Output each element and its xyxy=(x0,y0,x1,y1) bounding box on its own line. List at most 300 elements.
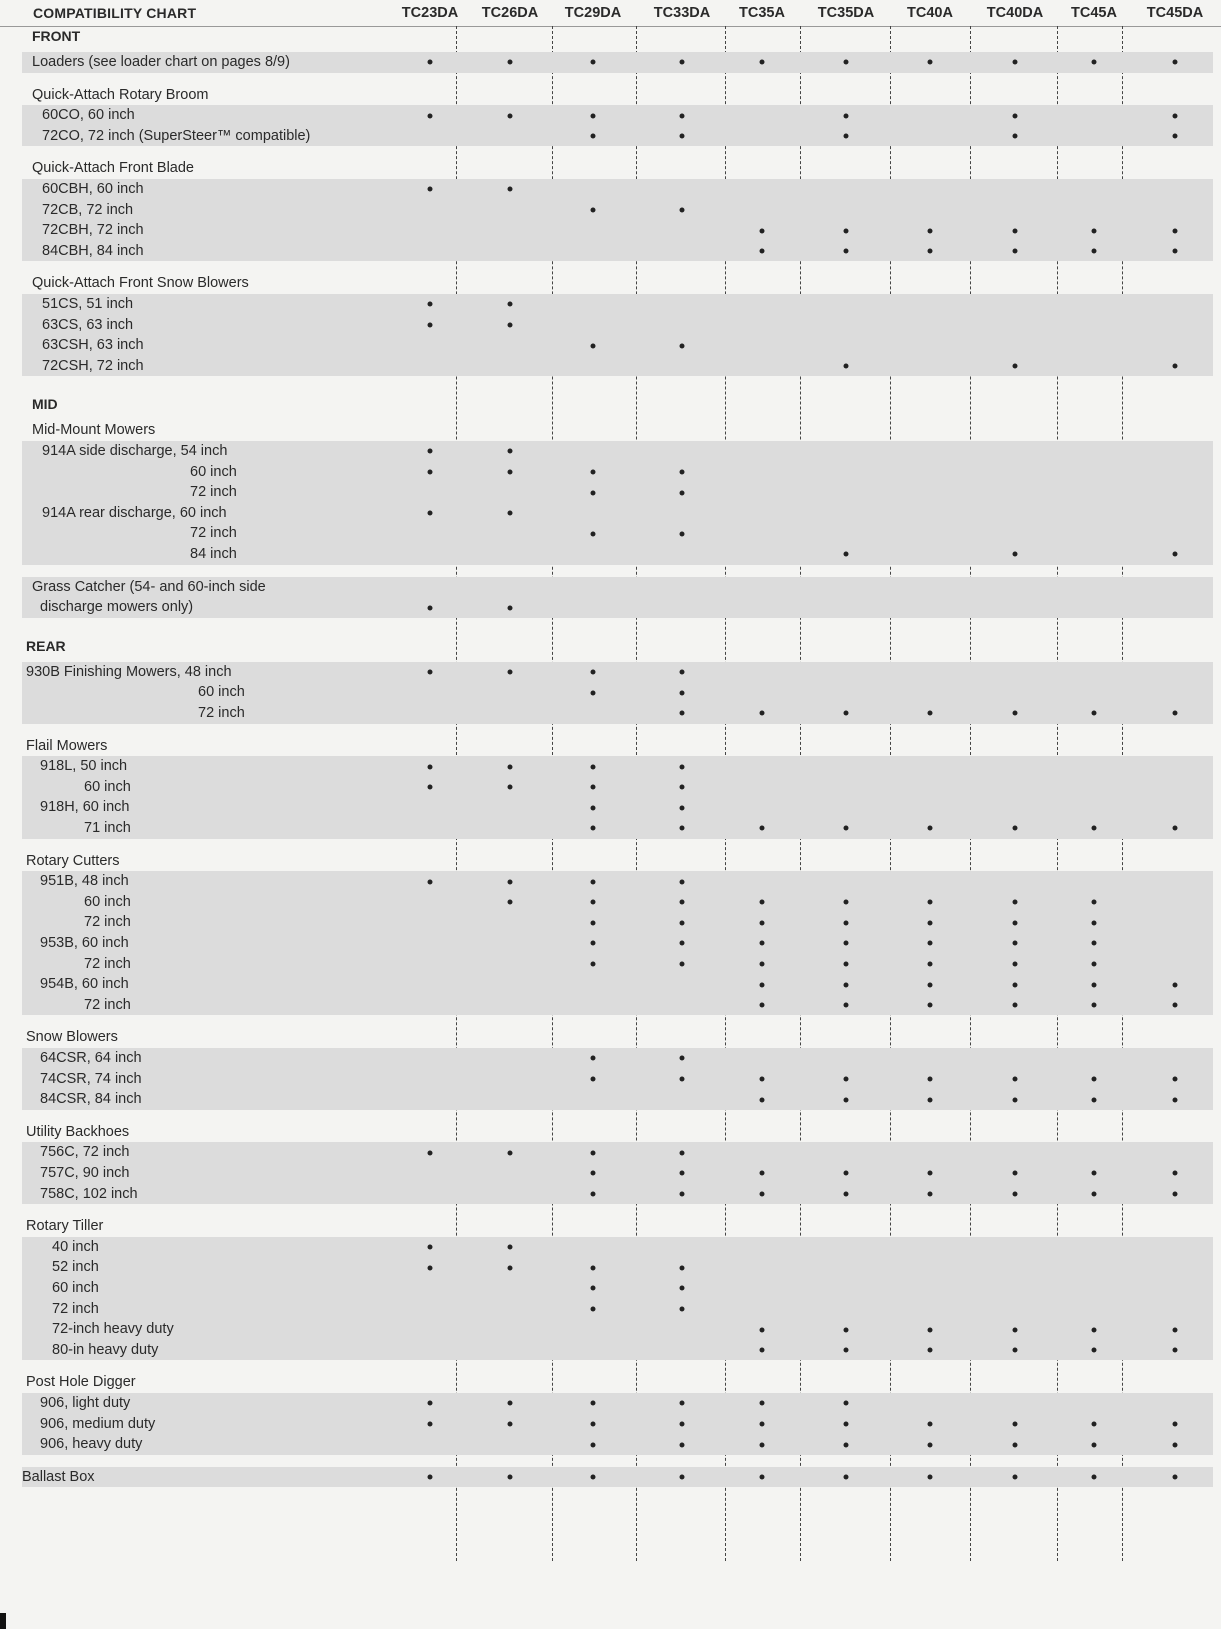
compat-dot xyxy=(428,764,433,769)
compat-dot xyxy=(1173,228,1178,233)
row-label: 51CS, 51 inch xyxy=(42,296,134,312)
compat-dot xyxy=(508,1401,513,1406)
group-title: Post Hole Digger xyxy=(26,1374,136,1391)
compat-dot xyxy=(1092,1421,1097,1426)
compat-dot xyxy=(1013,552,1018,557)
row-label: 74CSR, 74 inch xyxy=(40,1070,142,1087)
compat-dot xyxy=(1013,900,1018,905)
compat-dot xyxy=(928,1076,933,1081)
row-band xyxy=(22,1393,1213,1455)
compat-dot xyxy=(760,60,765,65)
row-label: 72 inch xyxy=(52,1300,99,1317)
compat-dot xyxy=(1013,1097,1018,1102)
section-title: FRONT xyxy=(32,28,81,44)
compat-dot xyxy=(1092,1348,1097,1353)
column-header: TC45A xyxy=(1071,5,1117,21)
row-label: 84CBH, 84 inch xyxy=(42,242,144,259)
compat-dot xyxy=(680,1191,685,1196)
compat-dot xyxy=(844,1475,849,1480)
compat-dot xyxy=(680,343,685,348)
compat-dot xyxy=(428,1421,433,1426)
row-label: 60CO, 60 inch xyxy=(42,107,135,124)
compat-dot xyxy=(591,343,596,348)
compat-dot xyxy=(591,670,596,675)
compat-dot xyxy=(591,134,596,139)
compat-dot xyxy=(760,1003,765,1008)
compat-dot xyxy=(680,785,685,790)
chart-header-row xyxy=(0,0,1221,27)
compat-dot xyxy=(680,1442,685,1447)
compat-dot xyxy=(680,469,685,474)
group-title: Quick-Attach Rotary Broom xyxy=(32,86,209,103)
row-label: 72 inch xyxy=(84,955,131,972)
compat-dot xyxy=(1173,1442,1178,1447)
compat-dot xyxy=(1013,711,1018,716)
row-label: 756C, 72 inch xyxy=(40,1144,130,1161)
compat-dot xyxy=(1092,982,1097,987)
compat-dot xyxy=(680,1171,685,1176)
compat-dot xyxy=(591,879,596,884)
compat-dot xyxy=(680,879,685,884)
group-title: Flail Mowers xyxy=(26,737,108,754)
group-title: Rotary Cutters xyxy=(26,852,120,869)
compat-dot xyxy=(1013,364,1018,369)
row-label: 918L, 50 inch xyxy=(40,758,128,775)
compat-dot xyxy=(1173,1076,1178,1081)
compat-dot xyxy=(591,690,596,695)
compat-dot xyxy=(591,469,596,474)
compat-dot xyxy=(1013,1171,1018,1176)
compat-dot xyxy=(680,1475,685,1480)
compat-dot xyxy=(508,302,513,307)
compat-dot xyxy=(680,900,685,905)
row-label: 40 inch xyxy=(52,1238,99,1255)
column-header: TC35A xyxy=(739,5,785,21)
compat-dot xyxy=(1092,961,1097,966)
compat-dot xyxy=(680,1306,685,1311)
compat-dot xyxy=(844,1327,849,1332)
row-label: 64CSR, 64 inch xyxy=(40,1050,142,1066)
compat-dot xyxy=(1013,982,1018,987)
compat-dot xyxy=(1092,249,1097,254)
row-label: 954B, 60 inch xyxy=(40,976,129,993)
compat-dot xyxy=(508,511,513,516)
row-label: 914A rear discharge, 60 inch xyxy=(42,504,227,521)
compat-dot xyxy=(680,711,685,716)
compat-dot xyxy=(844,1191,849,1196)
compat-dot xyxy=(1092,1076,1097,1081)
compat-dot xyxy=(928,711,933,716)
compat-dot xyxy=(844,1076,849,1081)
compat-dot xyxy=(760,1442,765,1447)
compat-dot xyxy=(591,1442,596,1447)
compat-dot xyxy=(428,113,433,118)
compat-dot xyxy=(680,1421,685,1426)
compat-dot xyxy=(428,511,433,516)
row-band xyxy=(22,1237,1213,1361)
compat-dot xyxy=(591,920,596,925)
compat-dot xyxy=(928,249,933,254)
compat-dot xyxy=(1013,941,1018,946)
compat-dot xyxy=(844,961,849,966)
compat-dot xyxy=(1173,982,1178,987)
compat-dot xyxy=(591,1286,596,1291)
compat-dot xyxy=(508,1150,513,1155)
compat-dot xyxy=(1173,1348,1178,1353)
compat-dot xyxy=(508,1475,513,1480)
compat-dot xyxy=(1092,1171,1097,1176)
compat-dot xyxy=(760,249,765,254)
row-band xyxy=(22,756,1213,838)
row-label: Grass Catcher (54- and 60-inch side xyxy=(32,578,266,595)
compat-dot xyxy=(591,531,596,536)
compat-dot xyxy=(844,1421,849,1426)
row-label: 84CSR, 84 inch xyxy=(40,1091,142,1108)
row-label: 84 inch xyxy=(190,546,237,562)
compat-dot xyxy=(1013,1076,1018,1081)
compat-dot xyxy=(760,1327,765,1332)
compat-dot xyxy=(591,1475,596,1480)
compat-dot xyxy=(591,207,596,212)
compat-dot xyxy=(1092,1097,1097,1102)
compat-dot xyxy=(1173,1327,1178,1332)
compat-dot xyxy=(508,60,513,65)
compat-dot xyxy=(1173,1191,1178,1196)
compat-dot xyxy=(508,1265,513,1270)
compat-dot xyxy=(428,1265,433,1270)
compat-dot xyxy=(1173,826,1178,831)
compat-dot xyxy=(508,1245,513,1250)
compat-dot xyxy=(844,1401,849,1406)
row-label: 906, heavy duty xyxy=(40,1436,143,1453)
compat-dot xyxy=(508,605,513,610)
row-label: 72 inch xyxy=(198,705,245,721)
compat-dot xyxy=(591,764,596,769)
row-label: 930B Finishing Mowers, 48 inch xyxy=(26,663,232,680)
compat-dot xyxy=(928,961,933,966)
row-label: Loaders (see loader chart on pages 8/9) xyxy=(32,54,290,70)
compat-dot xyxy=(1013,961,1018,966)
compat-dot xyxy=(1013,60,1018,65)
compat-dot xyxy=(760,982,765,987)
compat-dot xyxy=(591,826,596,831)
compat-dot xyxy=(760,1171,765,1176)
compat-dot xyxy=(1013,134,1018,139)
row-label: 72CO, 72 inch (SuperSteer™ compatible) xyxy=(42,127,311,144)
row-label: 52 inch xyxy=(52,1259,99,1276)
compat-dot xyxy=(591,1150,596,1155)
compat-dot xyxy=(760,1191,765,1196)
compat-dot xyxy=(1013,1327,1018,1332)
column-header: TC35DA xyxy=(817,5,875,21)
compat-dot xyxy=(928,1327,933,1332)
compat-dot xyxy=(1173,113,1178,118)
group-title: Quick-Attach Front Snow Blowers xyxy=(32,275,249,292)
compat-dot xyxy=(928,1421,933,1426)
column-header: TC40A xyxy=(907,5,953,21)
compat-dot xyxy=(1092,711,1097,716)
row-label: 72 inch xyxy=(190,484,237,501)
compat-dot xyxy=(508,670,513,675)
compat-dot xyxy=(680,826,685,831)
row-label: 60 inch xyxy=(190,463,237,480)
compat-dot xyxy=(508,322,513,327)
section-title: MID xyxy=(32,396,58,413)
compat-dot xyxy=(1173,1421,1178,1426)
compat-dot xyxy=(591,1401,596,1406)
compat-dot xyxy=(508,113,513,118)
compat-dot xyxy=(1173,1171,1178,1176)
compat-dot xyxy=(680,1076,685,1081)
compat-dot xyxy=(680,1286,685,1291)
section-title: REAR xyxy=(26,637,66,654)
compat-dot xyxy=(844,1171,849,1176)
compat-dot xyxy=(928,1191,933,1196)
compat-dot xyxy=(844,1442,849,1447)
compat-dot xyxy=(680,1401,685,1406)
compat-dot xyxy=(508,900,513,905)
compat-dot xyxy=(591,490,596,495)
compat-dot xyxy=(428,1245,433,1250)
compat-dot xyxy=(1013,1348,1018,1353)
compat-dot xyxy=(1013,113,1018,118)
row-band xyxy=(22,1467,1213,1488)
compat-dot xyxy=(591,900,596,905)
row-label: 60CBH, 60 inch xyxy=(42,181,144,197)
row-label: 914A side discharge, 54 inch xyxy=(42,443,228,459)
compat-dot xyxy=(928,900,933,905)
compat-dot xyxy=(1092,941,1097,946)
row-band xyxy=(22,294,1213,376)
compat-dot xyxy=(928,1097,933,1102)
group-title: Utility Backhoes xyxy=(26,1123,130,1140)
compat-dot xyxy=(760,900,765,905)
row-label: 951B, 48 inch xyxy=(40,873,129,890)
group-title: Mid-Mount Mowers xyxy=(32,422,156,439)
compat-dot xyxy=(591,961,596,966)
row-label: 72CSH, 72 inch xyxy=(42,357,144,374)
compat-dot xyxy=(591,1421,596,1426)
compat-dot xyxy=(1173,1097,1178,1102)
compat-dot xyxy=(1092,1475,1097,1480)
row-label: 72 inch xyxy=(84,996,131,1013)
compat-dot xyxy=(680,490,685,495)
compat-dot xyxy=(928,228,933,233)
compat-dot xyxy=(591,1306,596,1311)
compat-dot xyxy=(428,1150,433,1155)
compat-dot xyxy=(844,60,849,65)
compat-dot xyxy=(760,961,765,966)
row-label: 72CBH, 72 inch xyxy=(42,222,144,239)
compat-dot xyxy=(680,60,685,65)
compat-dot xyxy=(844,364,849,369)
compat-dot xyxy=(428,605,433,610)
compat-dot xyxy=(1013,1475,1018,1480)
compat-dot xyxy=(508,785,513,790)
row-label: 906, medium duty xyxy=(40,1415,156,1432)
compat-dot xyxy=(508,764,513,769)
compat-dot xyxy=(760,711,765,716)
compat-dot xyxy=(428,469,433,474)
row-label: 72CB, 72 inch xyxy=(42,201,134,218)
compat-dot xyxy=(428,879,433,884)
compat-dot xyxy=(591,785,596,790)
compat-dot xyxy=(680,941,685,946)
row-label: 72 inch xyxy=(190,525,237,542)
row-band xyxy=(22,871,1213,1015)
compat-dot xyxy=(928,1348,933,1353)
compat-dot xyxy=(680,531,685,536)
column-header: TC23DA xyxy=(401,5,459,21)
compat-dot xyxy=(760,1076,765,1081)
compat-dot xyxy=(1013,228,1018,233)
compat-dot xyxy=(591,1191,596,1196)
row-label: 60 inch xyxy=(198,684,245,701)
compat-dot xyxy=(760,1097,765,1102)
row-label: 60 inch xyxy=(84,778,131,795)
compat-dot xyxy=(844,113,849,118)
compat-dot xyxy=(680,134,685,139)
column-header: TC40DA xyxy=(986,5,1044,21)
compat-dot xyxy=(1092,1191,1097,1196)
row-label: 758C, 102 inch xyxy=(40,1185,138,1202)
compat-dot xyxy=(428,322,433,327)
row-label: discharge mowers only) xyxy=(40,599,194,616)
row-label: 60 inch xyxy=(52,1280,99,1296)
compat-dot xyxy=(1173,60,1178,65)
row-label: 953B, 60 inch xyxy=(40,935,129,951)
compat-dot xyxy=(428,60,433,65)
compat-dot xyxy=(760,941,765,946)
page-edge-mark xyxy=(0,1613,6,1629)
compat-dot xyxy=(680,961,685,966)
compat-dot xyxy=(428,670,433,675)
compat-dot xyxy=(1092,900,1097,905)
compat-dot xyxy=(680,1150,685,1155)
compat-dot xyxy=(680,1265,685,1270)
compat-dot xyxy=(844,711,849,716)
compat-dot xyxy=(1092,228,1097,233)
row-band xyxy=(22,1142,1213,1204)
row-label: 906, light duty xyxy=(40,1395,131,1411)
compat-dot xyxy=(1092,826,1097,831)
compat-dot xyxy=(680,764,685,769)
row-label: 72-inch heavy duty xyxy=(52,1321,174,1338)
compat-dot xyxy=(428,449,433,454)
compat-dot xyxy=(1173,552,1178,557)
compat-dot xyxy=(1013,1003,1018,1008)
compat-dot xyxy=(1173,249,1178,254)
compat-dot xyxy=(844,920,849,925)
compat-dot xyxy=(1013,1421,1018,1426)
compat-dot xyxy=(844,982,849,987)
compat-dot xyxy=(1173,1003,1178,1008)
compat-dot xyxy=(928,920,933,925)
group-title: Snow Blowers xyxy=(26,1029,118,1046)
compat-dot xyxy=(760,920,765,925)
compat-dot xyxy=(428,302,433,307)
group-title: Rotary Tiller xyxy=(26,1218,104,1235)
compat-dot xyxy=(928,1442,933,1447)
column-header: TC45DA xyxy=(1146,5,1204,21)
compat-dot xyxy=(508,879,513,884)
compat-dot xyxy=(928,60,933,65)
compat-dot xyxy=(1013,826,1018,831)
compat-dot xyxy=(680,670,685,675)
row-label: 72 inch xyxy=(84,914,131,931)
compat-dot xyxy=(844,941,849,946)
compat-dot xyxy=(760,228,765,233)
compat-dot xyxy=(760,1401,765,1406)
compat-dot xyxy=(591,805,596,810)
compat-dot xyxy=(928,1003,933,1008)
compat-dot xyxy=(1092,920,1097,925)
compat-dot xyxy=(1092,60,1097,65)
compat-dot xyxy=(591,1076,596,1081)
compat-dot xyxy=(428,1401,433,1406)
compat-dot xyxy=(844,228,849,233)
row-label: 63CS, 63 inch xyxy=(42,316,134,333)
compat-dot xyxy=(591,60,596,65)
row-label: 60 inch xyxy=(84,893,131,910)
compat-dot xyxy=(680,690,685,695)
row-label: 757C, 90 inch xyxy=(40,1165,130,1181)
compat-dot xyxy=(1173,1475,1178,1480)
compat-dot xyxy=(928,1171,933,1176)
compat-dot xyxy=(591,1265,596,1270)
compat-dot xyxy=(1173,134,1178,139)
compat-dot xyxy=(428,1475,433,1480)
compat-dot xyxy=(508,449,513,454)
compat-dot xyxy=(591,1056,596,1061)
row-band xyxy=(22,1048,1213,1110)
row-label: 71 inch xyxy=(84,820,131,836)
compat-dot xyxy=(844,1348,849,1353)
compat-dot xyxy=(844,1003,849,1008)
compat-dot xyxy=(844,134,849,139)
compat-dot xyxy=(591,1171,596,1176)
compat-dot xyxy=(680,920,685,925)
compat-dot xyxy=(680,805,685,810)
compat-dot xyxy=(760,1421,765,1426)
compat-dot xyxy=(508,187,513,192)
compat-dot xyxy=(928,826,933,831)
column-header: TC29DA xyxy=(564,5,622,21)
compat-dot xyxy=(508,469,513,474)
compat-dot xyxy=(760,1348,765,1353)
compat-dot xyxy=(844,552,849,557)
compat-dot xyxy=(1092,1327,1097,1332)
compat-dot xyxy=(1013,920,1018,925)
compat-dot xyxy=(680,207,685,212)
row-label: 80-in heavy duty xyxy=(52,1341,159,1358)
compat-dot xyxy=(680,1056,685,1061)
compat-dot xyxy=(928,982,933,987)
compat-dot xyxy=(844,249,849,254)
compat-dot xyxy=(928,1475,933,1480)
row-label: 63CSH, 63 inch xyxy=(42,337,144,354)
group-title: Quick-Attach Front Blade xyxy=(32,160,194,177)
compat-dot xyxy=(1013,1191,1018,1196)
row-label: 918H, 60 inch xyxy=(40,799,130,816)
compat-dot xyxy=(428,785,433,790)
compat-dot xyxy=(844,900,849,905)
chart-title: COMPATIBILITY CHART xyxy=(33,5,197,21)
row-band xyxy=(22,179,1213,261)
compat-dot xyxy=(1092,1442,1097,1447)
compat-dot xyxy=(760,826,765,831)
compat-dot xyxy=(1013,1442,1018,1447)
